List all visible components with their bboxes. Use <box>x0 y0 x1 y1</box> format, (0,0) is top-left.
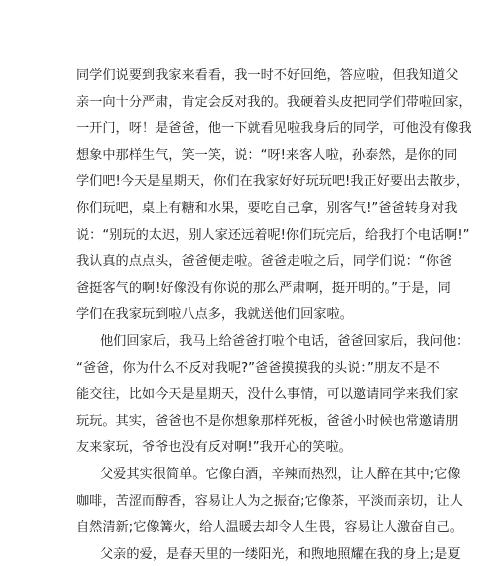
text-line: 爸挺客气的啊!好像没有你说的那么严肃啊，挺开明的。”于是，同 <box>76 280 451 296</box>
text-line: 学们在我家玩到啦八点多，我就送他们回家啦。 <box>76 307 353 323</box>
text-line: 一开门，呀！是爸爸，他一下就看见啦我身后的同学，可他没有像我 <box>76 121 472 137</box>
text-line: 学们吧!今天是星期天，你们在我家好好玩玩吧!我正好要出去散步， <box>76 174 470 190</box>
text-line: 咖啡，苦涩而醇香，容易让人为之振奋;它像茶，平淡而亲切，让人 <box>76 493 463 509</box>
paragraph-3 <box>76 462 463 542</box>
text-line: 我认真的点点头，爸爸便走啦。爸爸走啦之后，同学们说：“你爸 <box>76 254 453 270</box>
text-line: 能交往，比如今天是星期天，没什么事情，可以邀请同学来我们家 <box>76 387 459 403</box>
text-line: 你们玩吧，桌上有糖和水果，要吃自己拿，别客气!”爸爸转身对我 <box>76 200 458 216</box>
text-line: 他们回家后，我马上给爸爸打啦个电话，爸爸回家后，我问他： <box>100 333 470 349</box>
text-line: 想象中那样生气，笑一笑，说：“呀!来客人啦，孙泰然，是你的同 <box>76 147 458 163</box>
text-line: 自然清新;它像篝火，给人温暖去却令人生畏，容易让人激奋自己。 <box>76 520 463 536</box>
text-line: 友来家玩，爷爷也没有反对啊!”我开心的笑啦。 <box>76 440 352 456</box>
text-line: 父亲的爱，是春天里的一缕阳光，和煦地照耀在我的身上;是夏 <box>100 546 461 562</box>
text-line: “爸爸，你为什么不反对我呢?”爸爸摸摸我的头说：”朋友不是不 <box>76 360 440 376</box>
text-line: 玩玩。其实，爸爸也不是你想象那样死板，爸爸小时候也常邀请朋 <box>76 413 459 429</box>
text-line: 亲一向十分严肃，肯定会反对我的。我硬着头皮把同学们带啦回家， <box>76 94 472 110</box>
text-line: 同学们说要到我家来看看，我一时不好回绝，答应啦，但我知道父 <box>76 68 459 83</box>
article-text <box>76 63 472 566</box>
paragraph-2 <box>76 329 470 462</box>
paragraph-1 <box>76 63 472 329</box>
text-line: 父爱其实很简单。它像白酒，辛辣而热烈，让人醉在其中;它像 <box>100 466 461 482</box>
text-line: 说：“别玩的太迟，别人家还远着呢!你们玩完后，给我打个电话啊!” <box>76 227 470 243</box>
paragraph-4 <box>76 542 461 566</box>
